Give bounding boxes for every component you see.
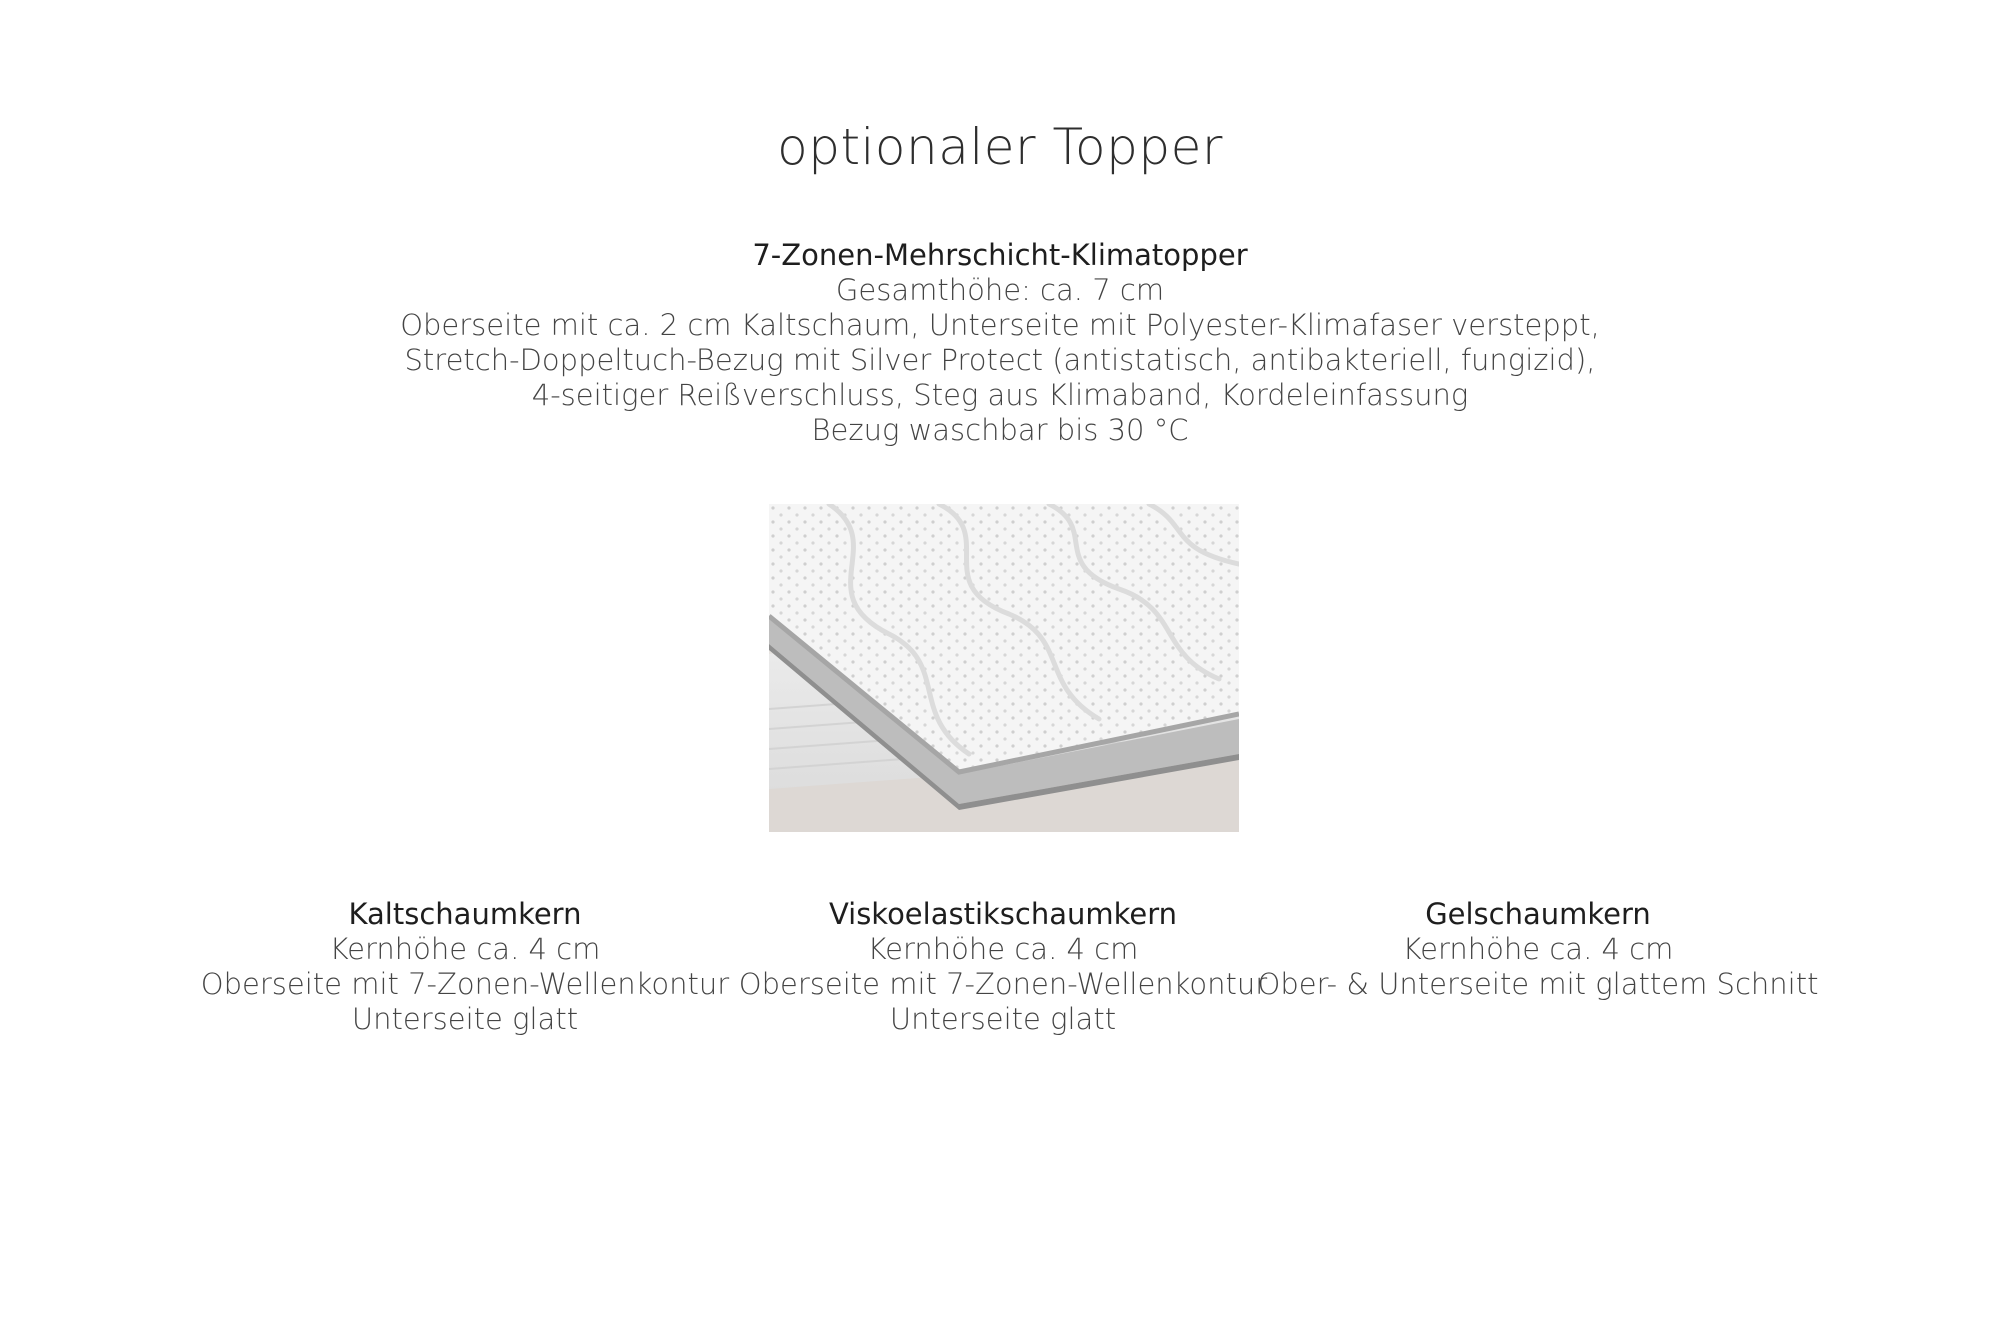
core-top-side: Oberseite mit 7-Zonen-Wellenkontur xyxy=(200,967,730,1001)
topper-height: Gesamthöhe: ca. 7 cm xyxy=(835,273,1165,307)
core-sides: Ober- & Unterseite mit glattem Schnitt xyxy=(1257,967,1819,1001)
core-height: Kernhöhe ca. 4 cm xyxy=(329,932,601,966)
core-bottom-side: Unterseite glatt xyxy=(351,1002,579,1036)
topper-washable: Bezug waschbar bis 30 °C xyxy=(811,413,1189,447)
core-options xyxy=(0,897,2000,1036)
core-option-visco-foam xyxy=(739,897,1267,1037)
topper-description xyxy=(0,238,2000,448)
topper-top-side: Oberseite mit ca. 2 cm Kaltschaum, Unterseite mit Polyester-Klimafaser versteppt, xyxy=(400,308,1600,342)
topper-cover: Stretch-Doppeltuch-Bezug mit Silver Protect (antistatisch, antibakteriell, fungizid), xyxy=(404,343,1596,377)
core-title: Kaltschaumkern xyxy=(348,897,582,931)
core-bottom-side: Unterseite glatt xyxy=(889,1002,1117,1036)
topper-product-image xyxy=(769,504,1239,832)
page-title: optionaler Topper xyxy=(777,118,1223,176)
core-option-cold-foam xyxy=(201,897,729,1037)
core-title: Viskoelastikschaumkern xyxy=(828,897,1178,931)
topper-heading: 7-Zonen-Mehrschicht-Klimatopper xyxy=(752,238,1248,272)
core-height: Kernhöhe ca. 4 cm xyxy=(867,932,1139,966)
topper-zipper: 4-seitiger Reißverschluss, Steg aus Klimaband, Kordeleinfassung xyxy=(531,378,1469,412)
core-height: Kernhöhe ca. 4 cm xyxy=(1402,932,1674,966)
core-top-side: Oberseite mit 7-Zonen-Wellenkontur xyxy=(738,967,1268,1001)
core-option-gel-foam xyxy=(1258,897,1819,1002)
core-title: Gelschaumkern xyxy=(1425,897,1651,931)
